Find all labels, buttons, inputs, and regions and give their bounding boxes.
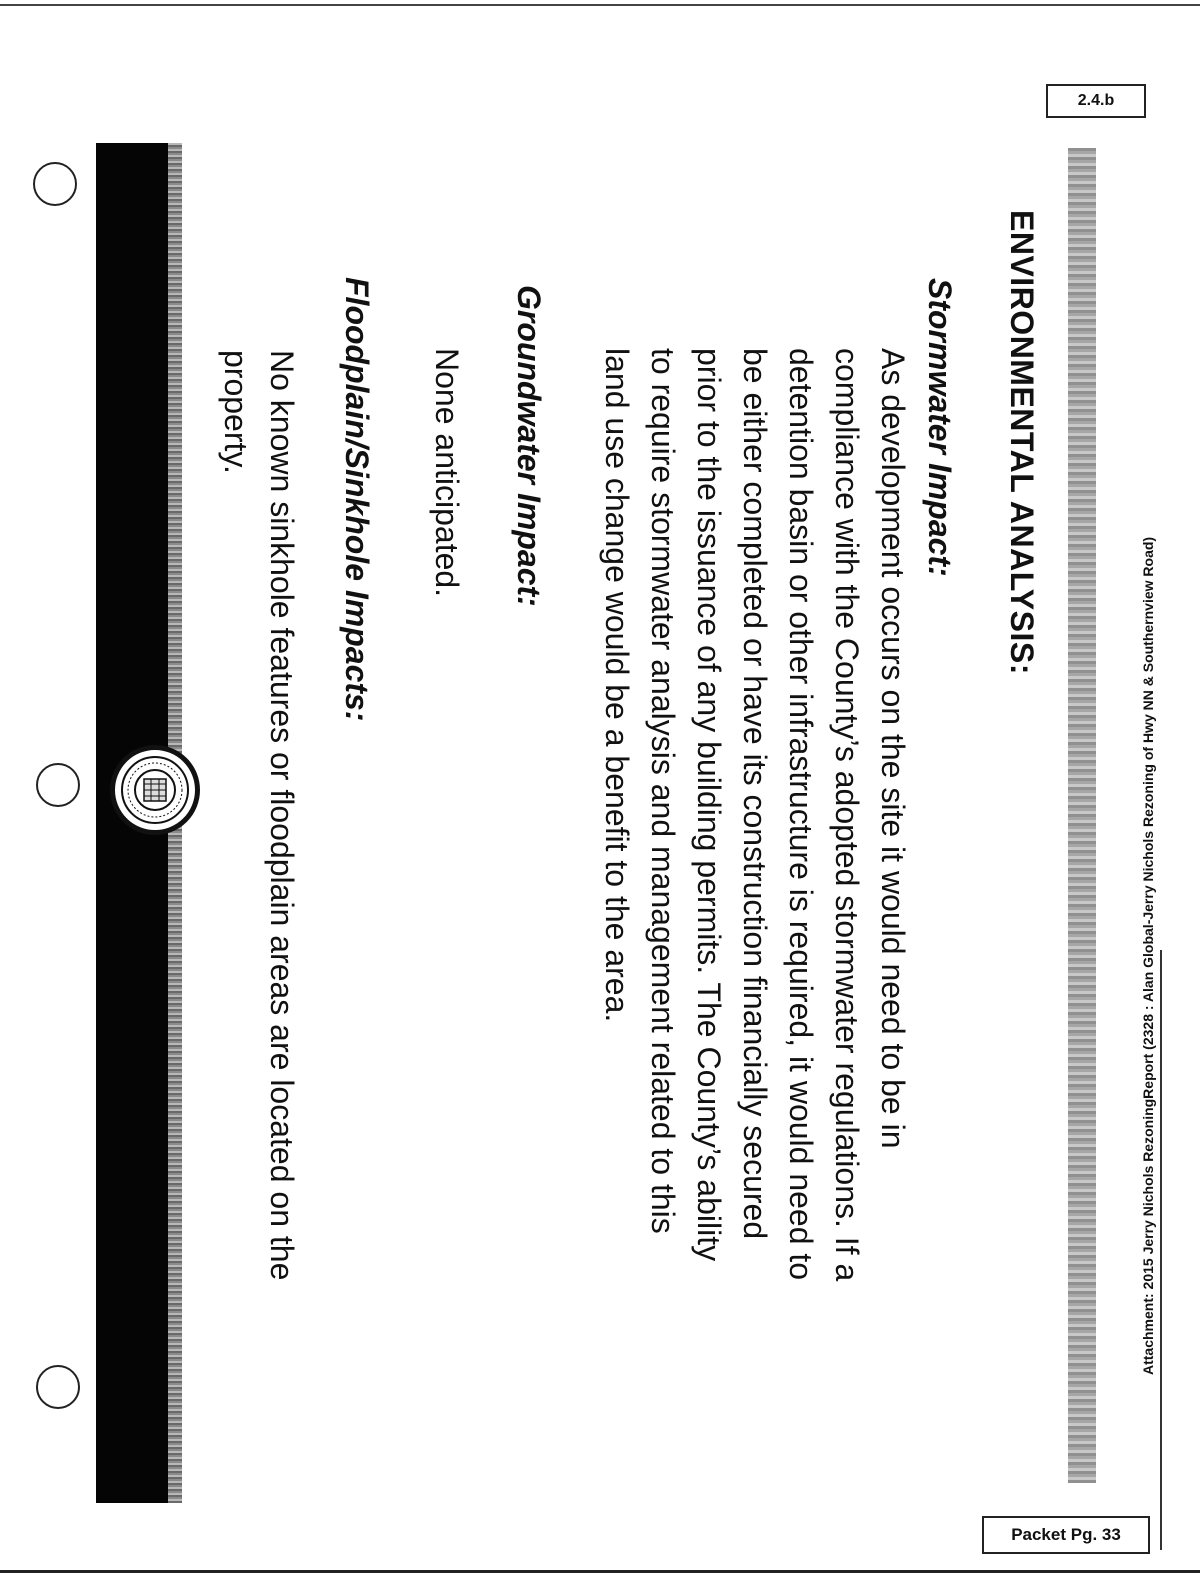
bottom-border-line: [0, 1570, 1200, 1573]
floodplain-line: property.: [218, 350, 254, 474]
groundwater-line: None anticipated.: [429, 348, 465, 598]
page-title: ENVIRONMENTAL ANALYSIS:: [1004, 210, 1040, 675]
binder-hole-icon: [36, 1365, 80, 1409]
floodplain-heading: Floodplain/Sinkhole Impacts:: [339, 277, 375, 722]
packet-page-badge: Packet Pg. 33: [982, 1516, 1150, 1554]
stormwater-line: detention basin or other infrastructure is required, it would need to: [783, 348, 819, 1281]
stormwater-line: As development occurs on the site it would need to be in: [875, 348, 911, 1149]
floodplain-paragraph: [213, 350, 305, 1280]
stormwater-heading: Stormwater Impact:: [922, 278, 958, 577]
attachment-footer: Attachment: 2015 Jerry Nichols RezoningReport (2328 : Alan Global-Jerry Nichols Rezoning of Hwy NN & Southernview Road): [1140, 536, 1156, 1375]
stormwater-line: to require stormwater analysis and management related to this: [645, 348, 681, 1234]
section-badge: 2.4.b: [1046, 84, 1146, 118]
stormwater-paragraph: [594, 348, 916, 1281]
rotated-slide-content: [180, 205, 1040, 1505]
stormwater-line: land use change would be a benefit to the area.: [599, 348, 635, 1023]
stormwater-line: be either completed or have its construction financially secured: [737, 348, 773, 1240]
slide-header-band: [1068, 148, 1096, 1483]
binder-hole-icon: [36, 763, 80, 807]
stormwater-line: prior to the issuance of any building permits. The County’s ability: [691, 348, 727, 1262]
groundwater-paragraph: [424, 348, 470, 597]
right-border-line: [1160, 950, 1162, 1550]
binder-hole-icon: [33, 162, 77, 206]
top-border-line: [0, 4, 1200, 6]
floodplain-line: No known sinkhole features or floodplain areas are located on the: [264, 350, 300, 1281]
groundwater-heading: Groundwater Impact:: [511, 285, 547, 607]
stormwater-line: compliance with the County’s adopted stormwater regulations. If a: [829, 348, 865, 1282]
